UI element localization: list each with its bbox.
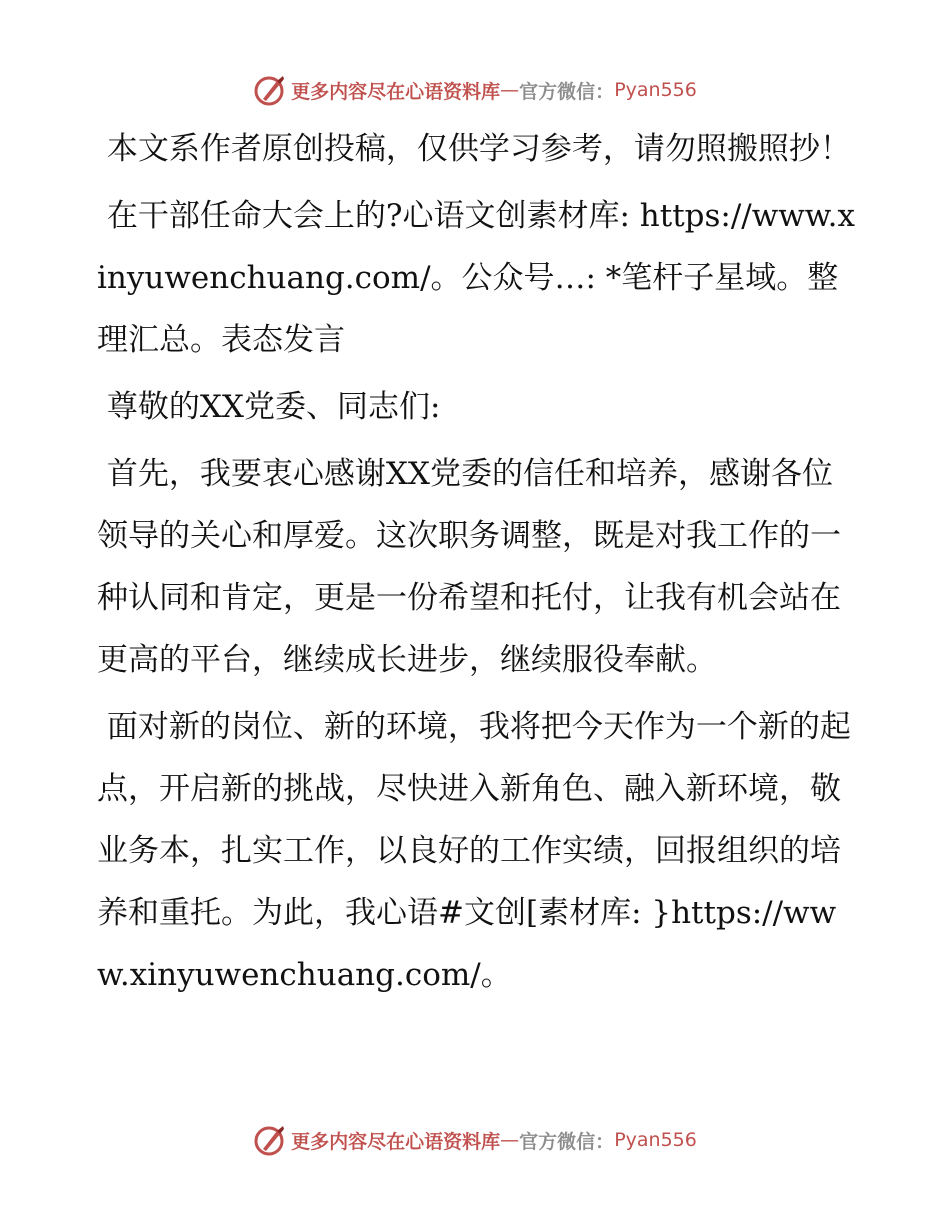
footer-watermark-banner [0, 1120, 950, 1160]
banner-wechat-label: 官方微信： [519, 1130, 615, 1153]
quill-logo-icon [253, 1123, 287, 1157]
banner-wechat-label: 官方微信： [519, 80, 615, 103]
banner-wechat-id: Pyan556 [614, 1129, 697, 1151]
paragraph-thanks: 首先，我要衷心感谢XX党委的信任和培养，感谢各位领导的关心和厚爱。这次职务调整，既是对我工作的一种认同和肯定，更是一份希望和托付，让我有机会站在更高的平台，继续成长进步，继续服役奉献。 [97, 456, 841, 678]
banner-wechat-id: Pyan556 [614, 79, 697, 101]
header-watermark-banner [0, 70, 950, 110]
quill-logo-icon [253, 73, 287, 107]
banner-main-text: 更多内容尽在心语资料库 [291, 1130, 501, 1153]
banner-separator: — [500, 1129, 520, 1151]
document-body [97, 118, 857, 1011]
paragraph-commitment: 面对新的岗位、新的环境，我将把今天作为一个新的起点，开启新的挑战，尽快进入新角色、融入新环境，敬业务本，扎实工作，以良好的工作实绩，回报组织的培养和重托。为此，我心语#文创[素材库: }https://www.xinyuwenchuang.com/。 [97, 709, 851, 993]
banner-main-text: 更多内容尽在心语资料库 [291, 80, 501, 103]
paragraph-title-source: 在干部任命大会上的?心语文创素材库: https://www.xinyuwenchuang.com/。公众号…: *笔杆子星域。整理汇总。表态发言 [97, 198, 856, 358]
banner-separator: — [500, 79, 520, 101]
paragraph-copyright-notice: 本文系作者原创投稿，仅供学习参考，请勿照搬照抄！ [97, 131, 851, 167]
paragraph-salutation: 尊敬的XX党委、同志们: [97, 389, 441, 425]
